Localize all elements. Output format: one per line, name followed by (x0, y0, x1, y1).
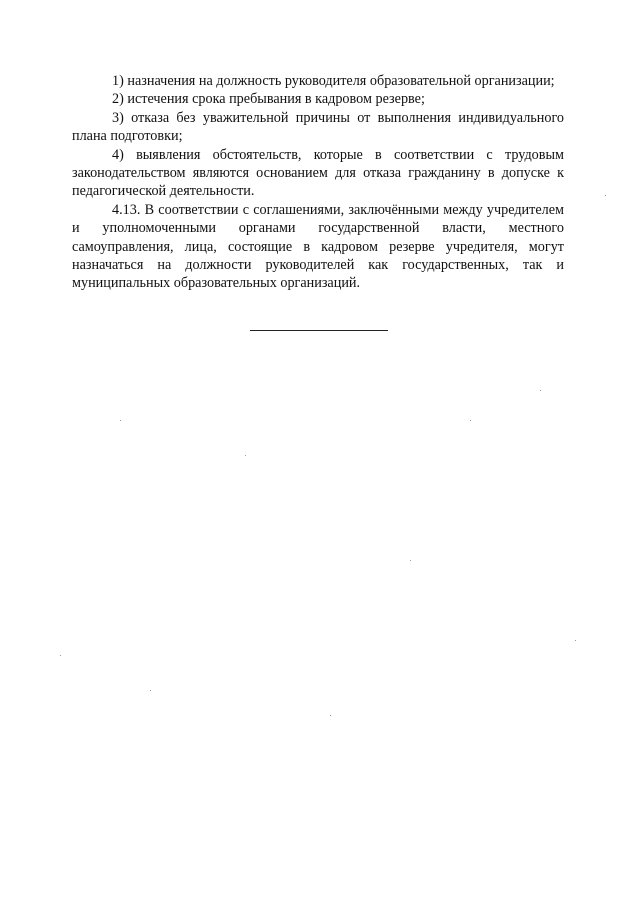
list-item-2: 2) истечения срока пребывания в кадровом резерве; (112, 91, 425, 108)
list-item-1: 1) назначения на должность руководителя образовательной организации; (112, 73, 555, 89)
end-separator-line (250, 330, 388, 331)
list-item-4: 4) выявления обстоятельств, которые в соответствии с трудовым законодательством являются основанием для отказа гражданину в допуске к педагогической деятельности. (72, 146, 564, 200)
scan-speck (330, 715, 331, 716)
scan-speck (60, 655, 61, 656)
clause-4-13: 4.13. В соответствии с соглашениями, заключёнными между учредителем и уполномоченными органами государственной власти, местного самоуправления, лица, состоящие в кадровом резерве учредителя, могут назначаться на должности руководителей как государственных, так и муниципальных образовательных организаций. (72, 201, 564, 292)
scan-speck (540, 390, 541, 391)
scan-speck (150, 690, 151, 691)
scan-speck (605, 195, 606, 196)
scan-speck (575, 640, 576, 641)
scan-speck (120, 420, 121, 421)
list-item-3: 3) отказа без уважительной причины от выполнения индивидуального плана подготовки; (72, 109, 564, 145)
scan-speck (470, 420, 471, 421)
scan-speck (410, 560, 411, 561)
scan-speck (245, 455, 246, 456)
document-body (72, 72, 564, 293)
